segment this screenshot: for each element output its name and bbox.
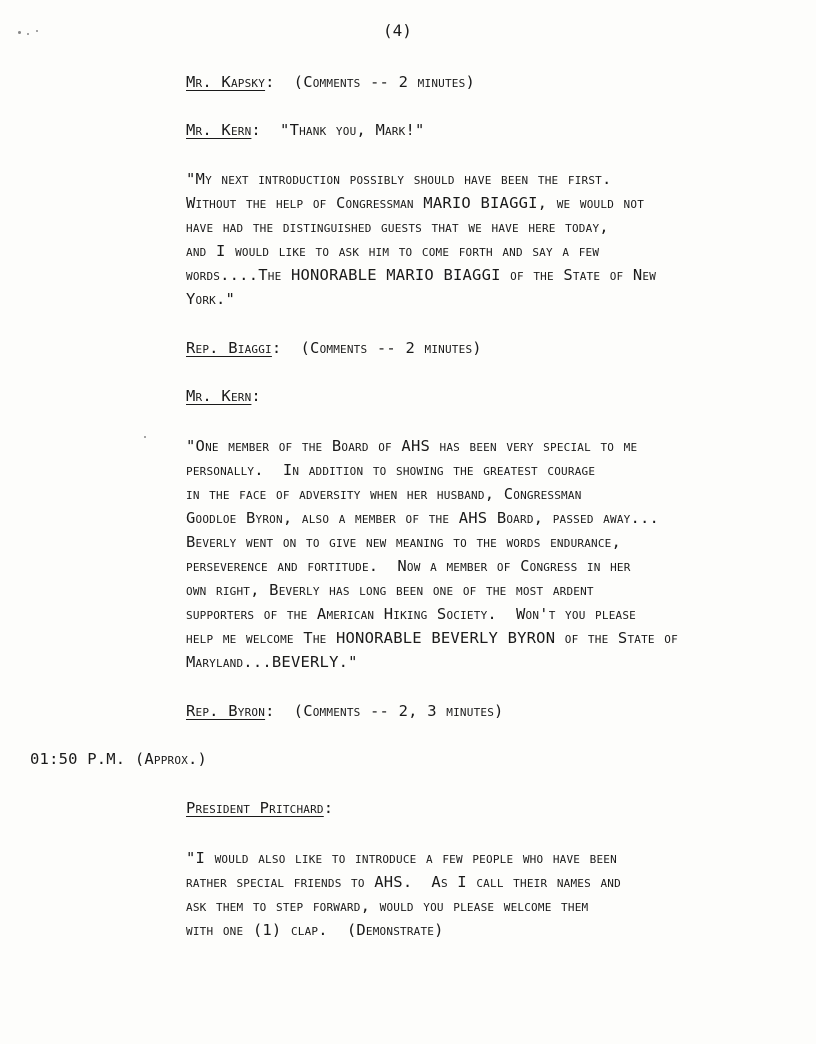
scan-speck (27, 33, 29, 35)
speech-line: "I would also like to introduce a few people who have been (186, 849, 617, 867)
speaker-name: Rep. Biaggi (186, 339, 272, 357)
stage-direction: (Comments -- 2, 3 minutes) (274, 702, 504, 720)
speech-line: words....The HONORABLE MARIO BIAGGI of the State of New (186, 266, 657, 284)
speech-line: ask them to step forward, would you please welcome them (186, 897, 589, 915)
speaker-line-kern: Mr. Kern: (186, 387, 261, 405)
speech-line: Without the help of Congressman MARIO BIAGGI, we would not (186, 194, 645, 212)
speech-line: have had the distinguished guests that we have here today, (186, 218, 609, 236)
speech-line: supporters of the American Hiking Society. Won't you please (186, 605, 636, 623)
scan-speck (36, 30, 38, 32)
stage-direction: (Comments -- 2 minutes) (281, 339, 482, 357)
speech-line: personally. In addition to showing the greatest courage (186, 461, 596, 479)
page-number: (4) (383, 21, 412, 40)
speaker-line-biaggi: Rep. Biaggi: (Comments -- 2 minutes) (186, 339, 482, 357)
speaker-line-byron: Rep. Byron: (Comments -- 2, 3 minutes) (186, 702, 504, 720)
speaker-line-kapsky: Mr. Kapsky: (Comments -- 2 minutes) (186, 73, 475, 91)
speech-line: perseverence and fortitude. Now a member of Congress in her (186, 557, 631, 575)
speaker-line-kern: Mr. Kern: "Thank you, Mark!" (186, 121, 425, 139)
speech-line: "One member of the Board of AHS has been very special to me (186, 437, 638, 455)
stage-direction: (Comments -- 2 minutes) (274, 73, 475, 91)
speech-line: in the face of adversity when her husband, Congressman (186, 485, 582, 503)
scan-speck (18, 31, 21, 34)
speech-line: own right, Beverly has long been one of the most ardent (186, 581, 594, 599)
speech-line: "My next introduction possibly should have been the first. (186, 170, 612, 188)
speaker-line-pritchard: President Pritchard: (186, 799, 334, 817)
speech-line: and I would like to ask him to come forth and say a few (186, 242, 600, 260)
speaker-name: President Pritchard (186, 799, 324, 817)
speech-line: Goodloe Byron, also a member of the AHS Board, passed away... (186, 509, 660, 527)
speech-line: with one (1) clap. (Demonstrate) (186, 921, 444, 939)
time-marker: 01:50 P.M. (Approx.) (30, 750, 208, 768)
speaker-name: Rep. Byron (186, 702, 266, 720)
speech-line: help me welcome The HONORABLE BEVERLY BYRON of the State of (186, 629, 678, 647)
speaker-name: Mr. Kern (186, 387, 252, 405)
scan-speck (144, 436, 146, 438)
speech-line: Maryland...BEVERLY." (186, 653, 358, 671)
speech-line: rather special friends to AHS. As I call their names and (186, 873, 621, 891)
speech-text: "Thank you, Mark!" (260, 121, 425, 139)
speaker-name: Mr. Kern (186, 121, 252, 139)
speaker-name: Mr. Kapsky (186, 73, 266, 91)
speech-line: York." (186, 290, 236, 308)
speech-line: Beverly went on to give new meaning to the words endurance, (186, 533, 622, 551)
